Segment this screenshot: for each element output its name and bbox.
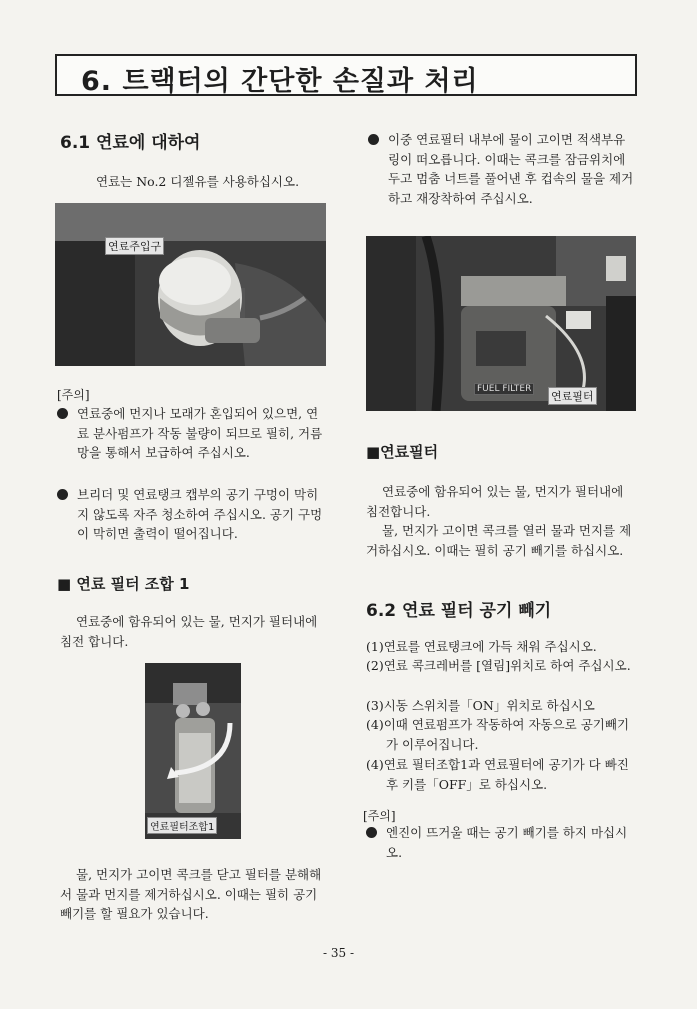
fuel-filter-combo-text: 연료중에 함유되어 있는 물, 먼지가 필터내에 침전 합니다. [60, 614, 318, 649]
step-2: (2)연료 콕크레버를 [열림]위치로 하여 주십시오. [366, 658, 631, 673]
hot-engine-caution-bullet: 엔진이 뜨거울 때는 공기 빼기를 하지 마십시오. [366, 823, 636, 862]
fuel-filter-combo-label: 연료필터조합1 [147, 817, 217, 834]
chapter-title: 6. 트랙터의 간단한 손질과 처리 [81, 66, 479, 97]
bullet-dot-icon [57, 408, 68, 419]
chapter-title-box [55, 54, 637, 96]
fuel-inlet-label: 연료주입구 [105, 237, 164, 255]
drain-instructions-text: 물, 먼지가 고이면 콕크를 닫고 필터를 분해해서 물과 먼지를 제거하십시오. 이때는 필히 공기빼기를 할 필요가 있습니다. [60, 867, 322, 921]
fuel-filter-text-2: 물, 먼지가 고이면 콕크를 열러 물과 먼지를 제거하십시오. 이때는 필히 공기 빼기를 하십시오. [366, 523, 632, 558]
fuel-filter-text-on-part: FUEL FILTER [474, 383, 534, 395]
caution-bullet-dust: 연료중에 먼지나 모래가 혼입되어 있으면, 연료 분사펌프가 작동 불량이 되므로 필히, 거름망을 통해서 보급하여 주십시오. [57, 404, 327, 463]
bullet-dot-icon [366, 827, 377, 838]
water-in-filter-bullet: 이중 연료필터 내부에 물이 고이면 적색부유링이 떠오릅니다. 이때는 콕크를 잠금위치에 두고 멈춤 너트를 풀어낸 후 컵속의 물을 제거하고 재장착하여 주십시오. [368, 130, 636, 208]
caution-bullet-breather: 브리더 및 연료탱크 캡부의 공기 구멍이 막히지 않도록 자주 청소하여 주십시오. 공기 구멍이 막히면 출력이 떨어집니다. [57, 485, 327, 544]
bullet-dot-icon [57, 489, 68, 500]
step-3: (3)시동 스위치를「ON」위치로 하십시오 [366, 698, 595, 713]
fuel-inlet-photo [55, 203, 326, 366]
section-6-2-heading: 6.2 연료 필터 공기 빼기 [366, 601, 552, 621]
fuel-type-text: 연료는 No.2 디젤유를 사용하십시오. [96, 174, 300, 189]
page-number: - 35 - [323, 946, 355, 960]
caution-label-2: [주의] [363, 809, 396, 823]
fuel-filter-combo-heading: ■ 연료 필터 조합 1 [57, 575, 190, 593]
fuel-filter-text-1: 연료중에 함유되어 있는 물, 먼지가 필터내에 침전합니다. [366, 484, 624, 519]
fuel-filter-photo [366, 236, 636, 411]
fuel-filter-label: 연료필터 [548, 387, 597, 405]
fuel-filter-heading: ■연료필터 [366, 443, 439, 461]
step-1: (1)연료를 연료탱크에 가득 채워 주십시오. [366, 639, 597, 654]
fuel-filter-combo-photo [145, 663, 241, 839]
step-5: (4)연료 필터조합1과 연료필터에 공기가 다 빠진 후 키를「OFF」로 하십시오. [366, 757, 629, 792]
section-6-1-heading: 6.1 연료에 대하여 [60, 133, 201, 153]
bullet-dot-icon [368, 134, 379, 145]
step-4: (4)이때 연료펌프가 작동하여 자동으로 공기빼기가 이루어집니다. [366, 717, 630, 752]
caution-label-1: [주의] [57, 388, 90, 402]
